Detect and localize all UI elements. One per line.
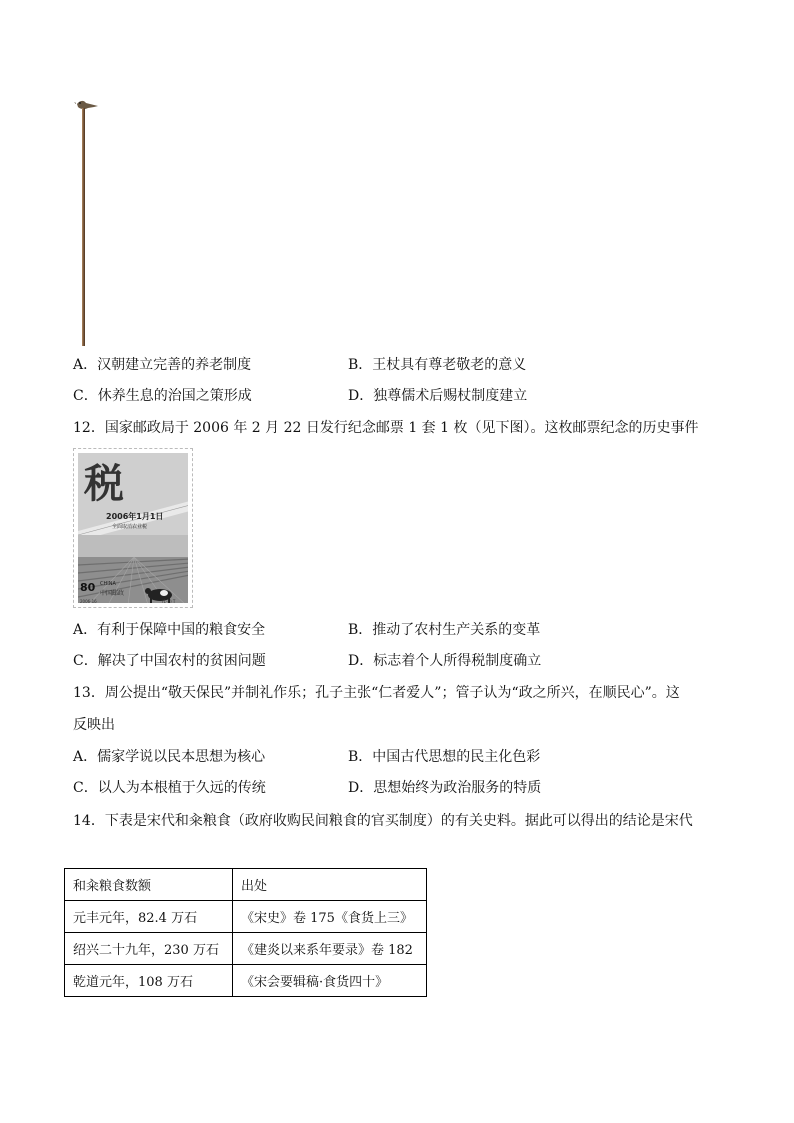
table-row	[65, 901, 427, 933]
table-cell: 《建炎以来系年要录》卷 182	[233, 933, 427, 965]
q12-option-c: C．解决了中国农村的贫困问题	[73, 653, 266, 669]
q11-option-d: D．独尊儒术后赐杖制度建立	[348, 388, 528, 404]
q13-stem-line2: 反映出	[73, 717, 115, 733]
q14-stem: 14．下表是宋代和籴粮食（政府收购民间粮食的官买制度）的有关史料。据此可以得出的结论是宋代	[73, 813, 693, 829]
wangzhang-staff-image	[72, 96, 104, 348]
table-header-row	[65, 869, 427, 901]
q12-stem: 12．国家邮政局于 2006 年 2 月 22 日发行纪念邮票 1 套 1 枚（见下图）。这枚邮票纪念的历史事件	[73, 420, 699, 436]
q13-stem-line1: 13．周公提出“敬天保民”并制礼作乐；孔子主张“仁者爱人”；管子认为“政之所兴，在顺民心”。这	[73, 685, 680, 701]
table-header-cell: 和籴粮食数额	[65, 869, 233, 901]
q11-option-c: C．休养生息的治国之策形成	[73, 388, 252, 404]
table-cell: 元丰元年，82.4 万石	[65, 901, 233, 933]
q12-option-a: A．有利于保障中国的粮食安全	[73, 622, 266, 638]
stamp-tax-character: 税	[84, 461, 122, 507]
q12-option-d: D．标志着个人所得税制度确立	[348, 653, 542, 669]
q12-option-b: B．推动了农村生产关系的变革	[348, 622, 541, 638]
q11-option-b: B．王杖具有尊老敬老的意义	[348, 357, 527, 373]
q13-option-a: A．儒家学说以民本思想为核心	[73, 749, 266, 765]
table-cell: 绍兴二十九年，230 万石	[65, 933, 233, 965]
table-cell: 乾道元年，108 万石	[65, 965, 233, 997]
q11-option-a: A．汉朝建立完善的养老制度	[73, 357, 252, 373]
q13-option-d: D．思想始终为政治服务的特质	[348, 780, 542, 796]
table-header-cell: 出处	[233, 869, 427, 901]
table-row	[65, 965, 427, 997]
stamp-face-value: 80	[80, 581, 96, 594]
stamp-post-text: 中国邮政	[100, 590, 125, 597]
stamp-code-right: (1-1) T	[162, 599, 176, 603]
table-row	[65, 933, 427, 965]
grain-purchase-table	[64, 868, 427, 997]
stamp-code-left: 2006-16	[80, 599, 97, 603]
stamp-date-text: 2006年1月1日	[106, 512, 164, 521]
stamp-country-text: CHINA	[100, 581, 116, 587]
table-cell: 《宋史》卷 175《食货上三》	[233, 901, 427, 933]
q13-option-b: B．中国古代思想的民主化色彩	[348, 749, 541, 765]
tax-abolition-stamp-image	[73, 448, 193, 608]
q13-option-c: C．以人为本根植于久远的传统	[73, 780, 266, 796]
stamp-caption-text: 全面取消农业税	[112, 524, 148, 530]
table-cell: 《宋会要辑稿·食货四十》	[233, 965, 427, 997]
